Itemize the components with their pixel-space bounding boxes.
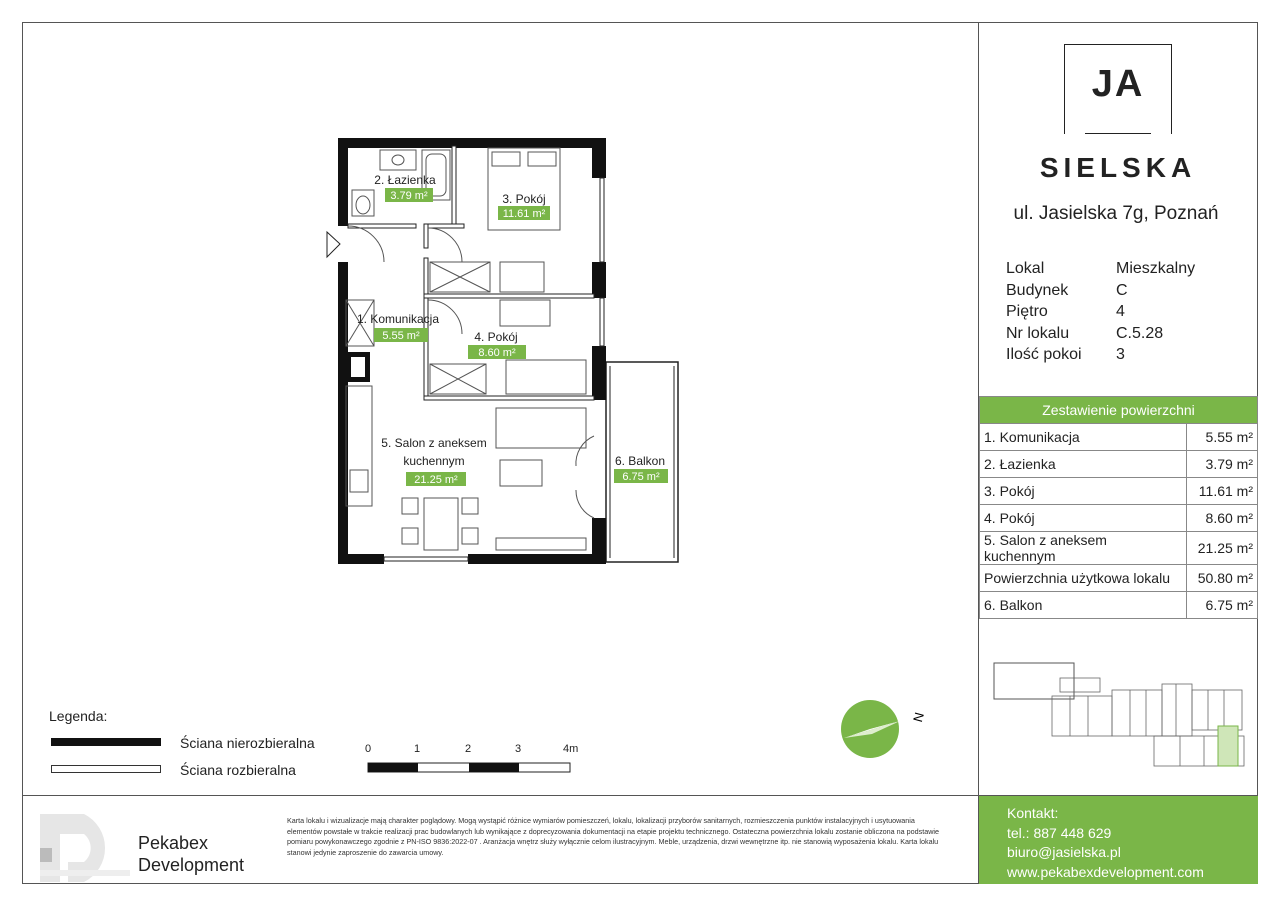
room-name-salon-2: kuchennym [403,454,465,468]
room-name-lazienka: 2. Łazienka [374,173,436,187]
table-row [980,592,1258,619]
info-row [1006,280,1195,302]
area-table [979,396,1258,619]
area-name: 4. Pokój [980,505,1187,532]
area-value: 3.79 m² [1187,451,1258,478]
area-name: 3. Pokój [980,478,1187,505]
table-row [980,532,1258,565]
contact-title: Kontakt: [1007,805,1059,821]
room-area-lazienka: 3.79 m² [390,190,428,202]
info-label: Lokal [1006,260,1045,277]
legend-title: Legenda: [49,708,108,724]
scale-tick-1: 1 [414,743,421,755]
developer-name-line1: Pekabex [138,833,209,853]
compass-icon [840,698,930,762]
table-row [980,451,1258,478]
disclaimer-text: Karta lokalu i wizualizacje mają charakter poglądowy. Mogą wystąpić różnice wymiarów pomieszczeń, lokalu, lokalizacji przyborów sanitarnych, rozmieszczenia punktów instalacyjnych i usytuowania elementów powstałe w trakcie realizacji prac budowlanych lub wynikające z doprecyzowania dokumentacji na etapie projektu technicznego. Ostateczna powierzchnia lokalu zostanie obliczona na podstawie pomiaru powykonawczego zgodnie z PN-ISO 9836:2022-07 . Aranżacja wnętrz służy wyłącznie celom ilustracyjnym. Meble, urządzenia, drzwi wewnętrzne itp. nie stanowią wyposażenia lokalu. Karta lokalu stanowi jedynie zaproszenie do zawarcia umowy. [287,816,940,857]
table-row [980,478,1258,505]
info-label: Budynek [1006,281,1069,299]
info-row [1006,258,1195,280]
scale-tick-2: 2 [465,743,472,755]
developer-name [138,832,244,876]
wall-top [338,138,606,148]
room-area-pokoj3: 11.61 m² [502,208,546,220]
contact-phone[interactable]: tel.: 887 448 629 [1007,824,1112,841]
room-area-salon: 21.25 m² [414,474,458,486]
info-row [1006,344,1195,366]
contact-email[interactable]: biuro@jasielska.pl [1007,844,1121,860]
site-location-map [990,660,1252,770]
room-name-balkon: 6. Balkon [614,454,666,468]
table-row [980,424,1258,451]
info-label: Piętro [1006,303,1048,320]
room-area-pokoj4: 8.60 m² [478,347,516,359]
wall-bottom-left [338,554,384,564]
legend-removable-wall-swatch [51,765,161,773]
brand-logo [1064,44,1172,134]
legend-solid-wall-label: Ściana nierozbieralna [180,735,315,751]
scale-tick-4: 4m [563,743,579,755]
wall-right [592,138,606,178]
legend-solid-wall-swatch [51,738,161,746]
brand-monogram: JA [1091,63,1145,105]
unit-info [1006,258,1195,366]
compass-north-label: N [910,710,927,724]
room-name-pokoj3: 3. Pokój [502,192,546,206]
table-row [980,565,1258,592]
area-value: 5.55 m² [1187,424,1258,451]
contact-website[interactable]: www.pekabexdevelopment.com [1007,863,1204,880]
wall-left-top [338,138,348,226]
table-row [980,505,1258,532]
room-name-pokoj4: 4. Pokój [474,330,518,344]
room-name-salon-1: 5. Salon z aneksem [381,436,487,450]
area-value: 50.80 m² [1187,565,1258,592]
info-value: 4 [1116,303,1125,320]
brand-name: SIELSKA [1039,152,1197,183]
info-row [1006,301,1195,323]
area-value: 8.60 m² [1187,505,1258,532]
area-value: 11.61 m² [1187,478,1258,505]
area-value: 21.25 m² [1187,532,1258,565]
area-name: 1. Komunikacja [980,424,1187,451]
wall-bottom-right [468,554,606,564]
developer-name-line2: Development [138,855,245,875]
area-name: 5. Salon z aneksem kuchennym [980,532,1187,565]
area-name: Powierzchnia użytkowa lokalu [980,565,1187,592]
contact-box [979,796,1258,884]
scale-tick-3: 3 [515,743,522,755]
address: ul. Jasielska 7g, Poznań [1013,203,1219,224]
info-row [1006,323,1195,345]
developer-logo [34,810,134,886]
area-value: 6.75 m² [1187,592,1258,619]
scale-tick-0: 0 [365,743,372,755]
info-label: Ilość pokoi [1006,346,1082,363]
info-value: Mieszkalny [1116,260,1196,277]
info-value: 3 [1116,346,1125,363]
legend-removable-wall-label: Ściana rozbieralna [180,762,296,778]
area-name: 2. Łazienka [980,451,1187,478]
room-name-komunikacja: 1. Komunikacja [356,312,440,326]
floor-plan [320,130,690,570]
room-area-komunikacja: 5.55 m² [382,330,420,342]
info-value: C [1116,281,1128,299]
info-label: Nr lokalu [1006,324,1070,342]
room-area-balkon: 6.75 m² [622,471,660,483]
entrance-arrow [327,232,340,257]
info-value: C.5.28 [1116,324,1164,342]
area-table-title: Zestawienie powierzchni [980,397,1258,424]
area-name: 6. Balkon [980,592,1187,619]
